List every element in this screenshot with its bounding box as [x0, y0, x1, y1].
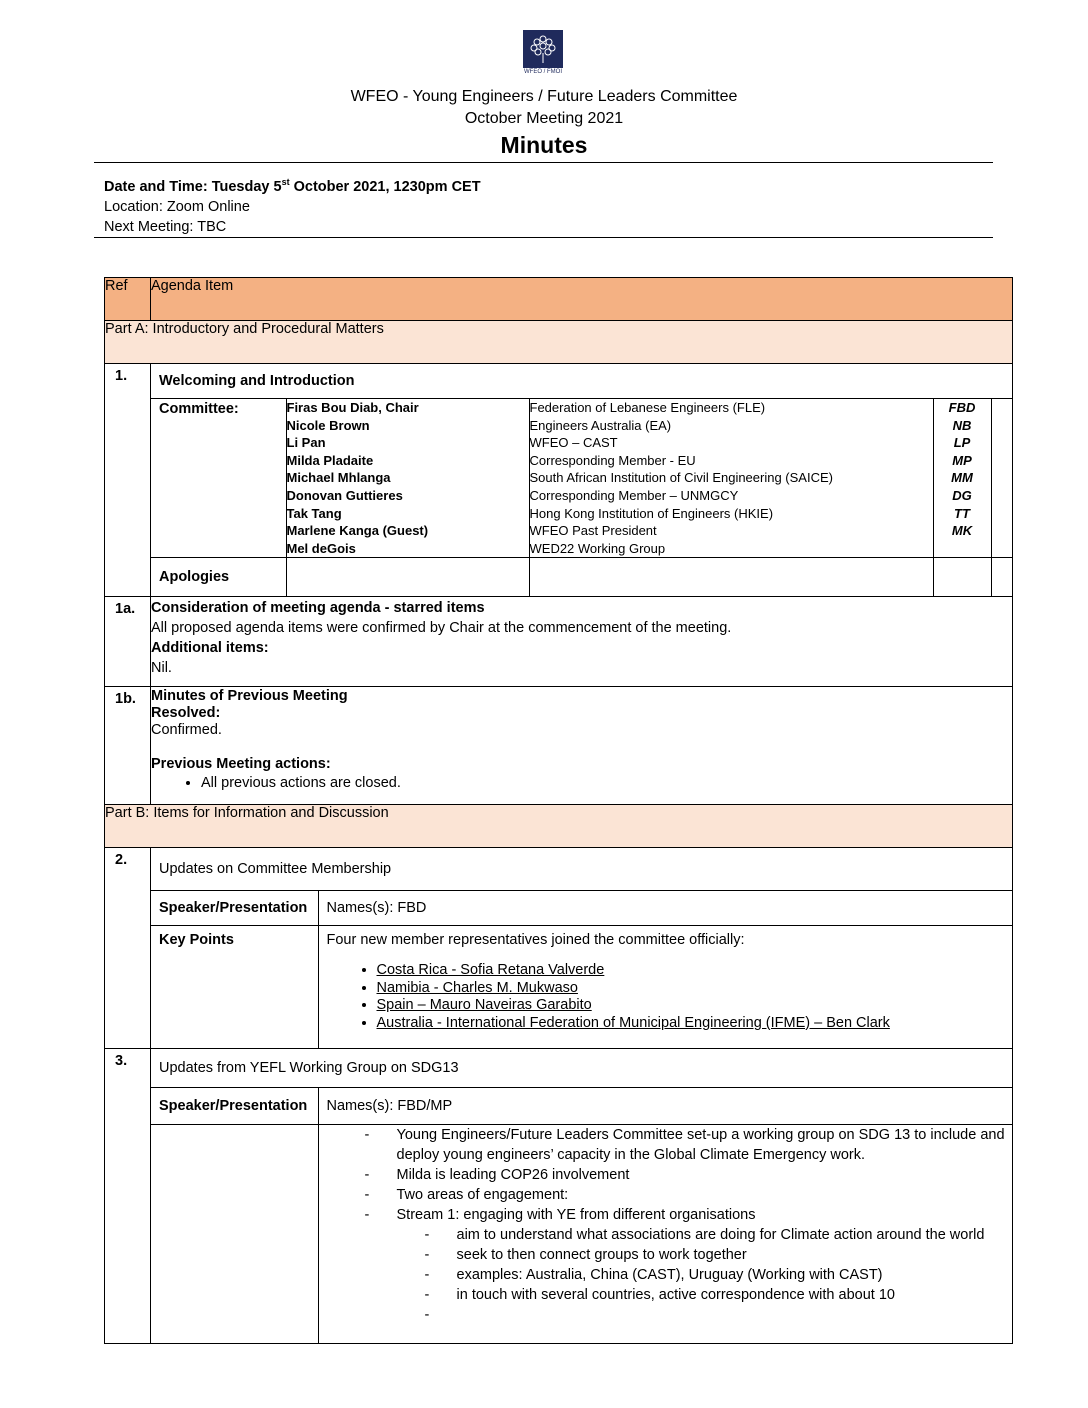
item-1b-title: Minutes of Previous Meeting: [151, 688, 348, 705]
item-ref: 1b.: [105, 687, 151, 805]
item-1-title: Welcoming and Introduction: [151, 364, 1013, 399]
apologies-names: [286, 558, 529, 597]
member-initials: MP: [952, 452, 972, 468]
list-item: - Milda is leading COP26 involvement: [364, 1167, 630, 1184]
table-header-row: [105, 278, 1013, 321]
keypoints-content: [318, 926, 1013, 1049]
list-item: - Stream 1: engaging with YE from different organisations: [364, 1207, 756, 1224]
member-name: Marlene Kanga (Guest): [286, 523, 429, 539]
item-ref: 2.: [105, 848, 151, 1049]
tree-logo-icon: [523, 30, 563, 68]
new-members-list: [327, 962, 1006, 1032]
item-2-title: Updates on Committee Membership: [151, 848, 1013, 891]
blank-cell: [991, 558, 1013, 597]
apologies-initials: [933, 558, 991, 597]
member-name: Michael Mhlanga: [286, 470, 391, 486]
item-1b-row: [105, 687, 1013, 805]
agenda-header: Agenda Item: [151, 278, 1013, 321]
additional-items-label: Additional items:: [151, 640, 269, 657]
item-1b-content: [151, 687, 1013, 805]
member-initials: LP: [953, 435, 971, 451]
resolved-value: Confirmed.: [151, 722, 222, 739]
item-3-row: [105, 1049, 1013, 1344]
blank-cell: [151, 1125, 318, 1344]
sub-list-item: - seek to then connect groups to work together: [424, 1247, 747, 1264]
committee-label: Committee:: [151, 399, 286, 558]
bottom-divider: [94, 237, 993, 238]
additional-items-value: Nil.: [151, 660, 172, 677]
keypoints-label: Key Points: [151, 926, 318, 1049]
member-org: Hong Kong Institution of Engineers (HKIE): [529, 505, 774, 521]
list-item: • Namibia - Charles M. Mukwaso: [377, 980, 1006, 998]
item-2-table: [151, 848, 1013, 1048]
document-title: Minutes: [500, 132, 588, 158]
item-3-title: Updates from YEFL Working Group on SDG13: [151, 1049, 1013, 1088]
list-item: - Young Engineers/Future Leaders Committee set-up a working group on SDG 13 to include and deploy young engineers’ capacity in the Global Climate Emergency work.: [364, 1127, 1005, 1164]
part-b-row: [105, 805, 1013, 848]
item-ref: 1a.: [105, 597, 151, 687]
member-org: Corresponding Member – UNMGCY: [529, 487, 739, 503]
wfeo-logo: [523, 30, 563, 78]
part-a-row: [105, 321, 1013, 364]
keypoints-intro: Four new member representatives joined the committee officially:: [326, 932, 745, 949]
speaker-value: Names(s): FBD: [318, 891, 1013, 926]
sub-list-item: - examples: Australia, China (CAST), Uruguay (Working with CAST): [424, 1267, 883, 1284]
item-2-content: [151, 848, 1013, 1049]
member-org: South African Institution of Civil Engineering (SAICE): [529, 470, 833, 486]
item-1a-text: All proposed agenda items were confirmed by Chair at the commencement of the meeting.: [151, 620, 732, 637]
top-divider: [94, 162, 993, 163]
member-initials: TT: [954, 505, 970, 521]
list-item: • Australia - International Federation of Municipal Engineering (IFME) – Ben Clark: [377, 1015, 1006, 1033]
list-item: • Spain – Mauro Naveiras Garabito: [377, 997, 1006, 1015]
item-3-points: [318, 1125, 1013, 1344]
org-title: WFEO - Young Engineers / Future Leaders Committee: [350, 88, 738, 105]
sub-list-item: - aim to understand what associations are doing for Climate action around the world: [424, 1227, 985, 1244]
member-initials: MM: [951, 470, 973, 486]
member-org: WFEO Past President: [529, 523, 657, 539]
meeting-meta: [104, 172, 481, 237]
member-initials: DG: [952, 487, 972, 503]
committee-orgs: [529, 399, 933, 558]
next-meeting: Next Meeting: TBC: [104, 218, 227, 235]
resolved-label: Resolved:: [151, 705, 221, 722]
part-a-heading: Part A: Introductory and Procedural Matters: [105, 321, 1013, 364]
item-2-row: [105, 848, 1013, 1049]
member-initials: NB: [952, 417, 972, 433]
date-time: Date and Time: Tuesday 5st October 2021, 1230pm CET: [104, 177, 481, 195]
list-item: • All previous actions are closed.: [201, 775, 1012, 792]
actions-list: [151, 775, 1012, 792]
points-list: - Young Engineers/Future Leaders Committee set-up a working group on SDG 13 to include and deploy young engineers’ capacity in the Global Climate Emergency work. - Milda is leading COP26 involvement - Two areas of engagement: - Stream 1: engaging with YE from different organisations - aim to understand what associations are doing for Climate action around the world - seek to then connect groups to work together - examples: Australia, China (CAST), Uruguay (Working with CAST) - in touch with several countries, active correspondence with about 10 -: [327, 1125, 1006, 1305]
item-1-row: [105, 364, 1013, 597]
member-org: WED22 Working Group: [529, 540, 666, 556]
item-3-table: [151, 1049, 1013, 1343]
member-name: Mel deGois: [286, 540, 356, 556]
member-initials: FBD: [948, 400, 976, 415]
item-1-content: [151, 364, 1013, 597]
speaker-label: Speaker/Presentation: [151, 891, 318, 926]
member-org: Federation of Lebanese Engineers (FLE): [529, 400, 766, 415]
member-name: Donovan Guttieres: [286, 487, 403, 503]
member-name: Li Pan: [286, 435, 326, 451]
member-initials: MK: [951, 523, 973, 539]
item-3-content: [151, 1049, 1013, 1344]
member-name: Firas Bou Diab, Chair: [286, 400, 419, 415]
sub-list-item: - in touch with several countries, active correspondence with about 10: [424, 1287, 895, 1304]
agenda-table: [104, 277, 1013, 1344]
item-ref: 3.: [105, 1049, 151, 1344]
item-1a-content: [151, 597, 1013, 687]
item-ref: 1.: [105, 364, 151, 597]
speaker-label: Speaker/Presentation: [151, 1088, 318, 1125]
ref-header: Ref: [105, 278, 151, 321]
committee-names: [286, 399, 529, 558]
meeting-title: October Meeting 2021: [464, 110, 624, 127]
item-1a-row: [105, 597, 1013, 687]
item-1a-title: Consideration of meeting agenda - starred items: [151, 600, 485, 617]
member-name: Milda Pladaite: [286, 452, 374, 468]
member-org: WFEO – CAST: [529, 435, 618, 451]
committee-table: [151, 364, 1013, 596]
apologies-orgs: [529, 558, 933, 597]
member-org: Engineers Australia (EA): [529, 417, 672, 433]
apologies-label: Apologies: [151, 558, 286, 597]
committee-initials: [933, 399, 991, 558]
member-name: Tak Tang: [286, 505, 342, 521]
list-item: - Two areas of engagement:: [364, 1187, 569, 1204]
speaker-value: Names(s): FBD/MP: [318, 1088, 1013, 1125]
part-b-heading: Part B: Items for Information and Discussion: [105, 805, 1013, 848]
location: Location: Zoom Online: [104, 198, 250, 215]
logo-caption: WFEO / FMOI: [524, 69, 562, 75]
list-item: • Costa Rica - Sofia Retana Valverde: [377, 962, 1006, 980]
actions-label: Previous Meeting actions:: [151, 756, 331, 773]
member-org: Corresponding Member - EU: [529, 452, 696, 468]
blank-cell: [991, 399, 1013, 558]
member-name: Nicole Brown: [286, 417, 370, 433]
